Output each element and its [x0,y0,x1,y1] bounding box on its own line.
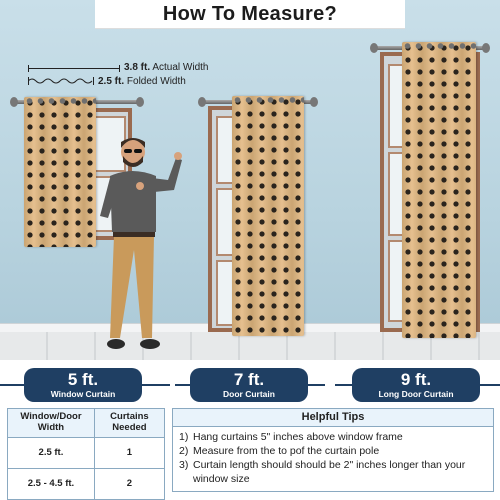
folded-width-label [98,76,186,87]
grommets [232,97,304,103]
tip-item [179,458,487,486]
table-cell: 2.5 - 4.5 ft. [8,468,95,499]
curtains-needed-table [7,408,165,500]
table-header-row [8,409,165,438]
table-cell: 2 [94,468,164,499]
tip-text: Measure from the to pof the curtain pole [193,445,380,457]
table-row [8,468,165,499]
folded-width-value: 2.5 ft. [98,76,125,87]
size-label: Long Door Curtain [378,389,454,400]
grommets [402,43,476,49]
helpful-tips-box [172,408,494,492]
man-figure [96,132,182,360]
door-curtain [232,96,304,336]
size-value: 7 ft. [233,370,265,390]
helpful-tips-title: Helpful Tips [173,409,493,427]
size-label: Door Curtain [223,389,275,400]
header-curtains: Curtains Needed [94,409,164,438]
title-bar [95,0,405,29]
tip-text: Hang curtains 5" inches above window frame [193,431,403,443]
tip-number: 2) [179,445,189,457]
actual-width-line [28,68,120,69]
actual-width-text: Actual Width [152,62,209,73]
actual-width-value: 3.8 ft. [124,62,151,73]
tip-item [179,430,487,444]
size-label: Window Curtain [50,389,116,400]
tip-item [179,444,487,458]
folded-width-wave [28,77,94,85]
size-badge-window [24,368,142,402]
tips-list [173,427,493,489]
window-curtain [24,97,96,247]
size-value: 5 ft. [67,370,99,390]
tip-text: Curtain length should should be 2" inches longer than your window size [193,459,466,485]
table-row [8,437,165,468]
folded-width-text: Folded Width [126,76,186,87]
table-cell: 1 [94,437,164,468]
size-value: 9 ft. [400,370,432,390]
table-cell: 2.5 ft. [8,437,95,468]
page-title: How To Measure? [162,2,338,25]
size-badge-door [190,368,308,402]
header-width: Window/Door Width [8,409,95,438]
actual-width-label [124,62,209,73]
tip-number: 3) [179,459,189,471]
size-badge-long-door [352,368,480,402]
tip-number: 1) [179,431,189,443]
long-door-curtain [402,42,476,338]
grommets [24,98,96,104]
